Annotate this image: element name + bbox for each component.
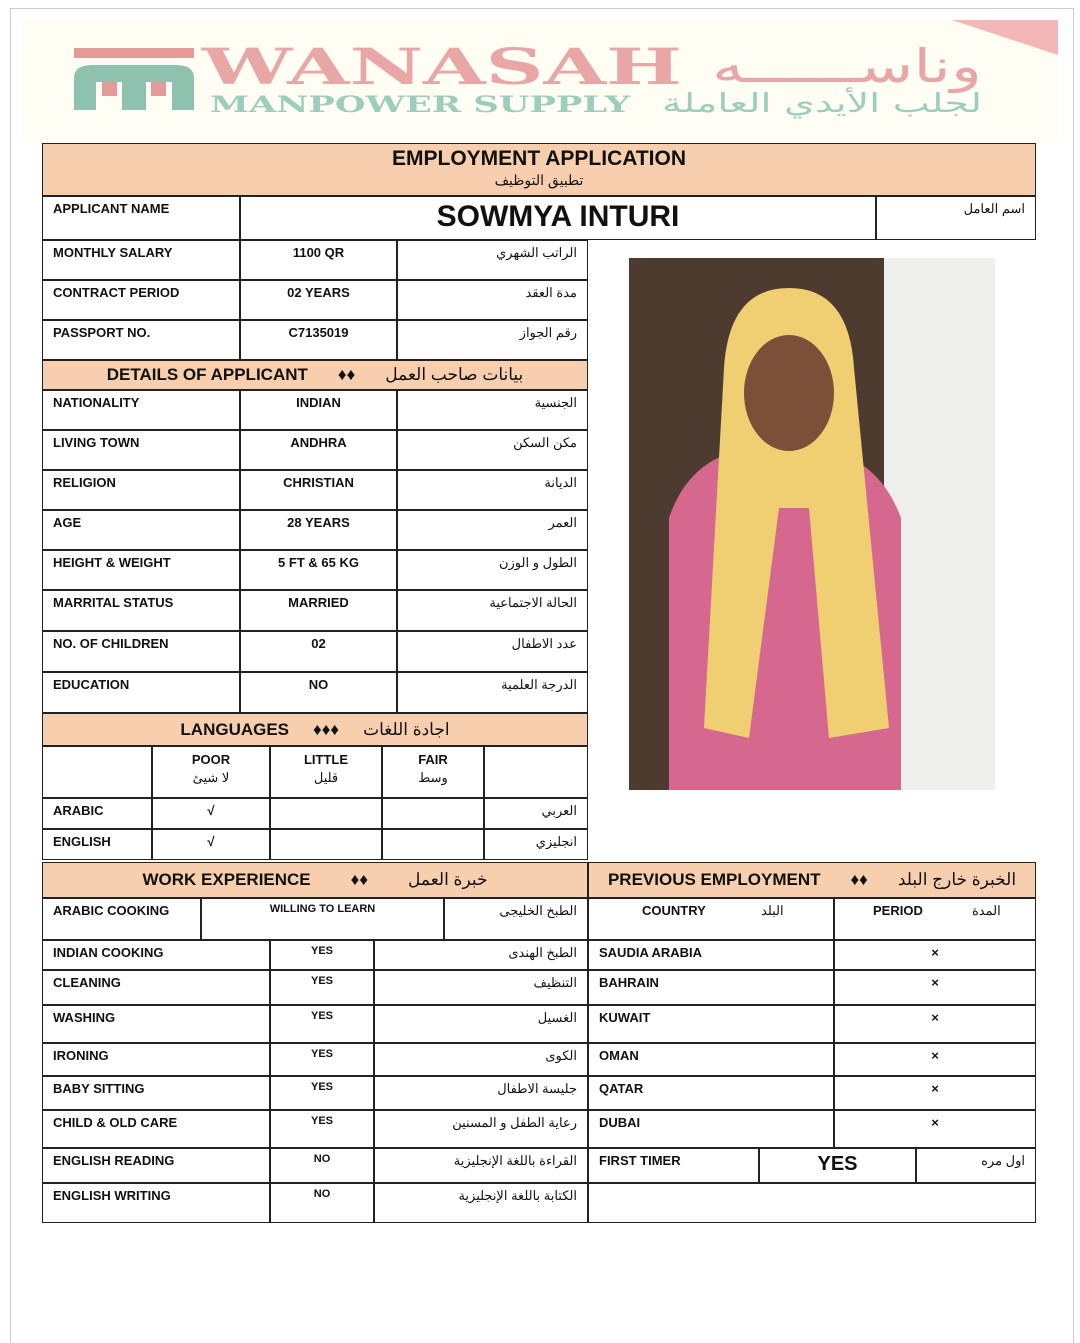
work-skill-label: WASHING (42, 1005, 270, 1043)
work-skill-label: INDIAN COOKING (42, 940, 270, 970)
work-experience-header (42, 862, 588, 898)
diamond-marks-icon: ♦♦ (850, 870, 868, 889)
field-value: NO (240, 672, 397, 713)
work-skill-label-ar: الكتابة باللغة الإنجليزية (374, 1183, 588, 1223)
field-label-ar: الراتب الشهري (397, 240, 588, 280)
work-skill-label-ar: الغسيل (374, 1005, 588, 1043)
work-skill-value: YES (270, 940, 374, 970)
country-column-header (588, 898, 834, 940)
company-logo (22, 20, 1058, 142)
svg-text:MANPOWER SUPPLY: MANPOWER SUPPLY (210, 92, 631, 118)
svg-text:لجلب الأيدي العاملة: لجلب الأيدي العاملة (662, 89, 873, 119)
section-title: DETAILS OF APPLICANT (106, 365, 308, 384)
field-label-ar: الطول و الوزن (397, 550, 588, 590)
previous-period: × (834, 1076, 1036, 1110)
work-skill-label: CLEANING (42, 970, 270, 1005)
applicant-name-value: SOWMYA INTURI (240, 196, 876, 240)
country-header: COUNTRY (642, 903, 706, 918)
work-skill-label: IRONING (42, 1043, 270, 1076)
work-skill-value: YES (270, 970, 374, 1005)
language-level-poor[interactable]: √ (152, 798, 270, 829)
work-skill-value: NO (270, 1148, 374, 1183)
diamond-marks-icon: ♦♦ (350, 870, 369, 889)
previous-period: × (834, 1005, 1036, 1043)
diamond-marks-icon: ♦♦♦ (313, 719, 340, 739)
language-level-poor[interactable]: √ (152, 829, 270, 860)
language-name-ar: العربي (484, 798, 588, 829)
field-value: ANDHRA (240, 430, 397, 470)
field-value: 5 FT & 65 KG (240, 550, 397, 590)
work-skill-label-ar: القراءة باللغة الإنجليزية (374, 1148, 588, 1183)
work-skill-label-ar: الطبخ الهندى (374, 940, 588, 970)
field-label-ar: الحالة الاجتماعية (397, 590, 588, 631)
work-skill-label-ar: الكوى (374, 1043, 588, 1076)
language-level-header (382, 746, 484, 798)
work-skill-label-ar: التنظيف (374, 970, 588, 1005)
applicant-name-label: APPLICANT NAME (42, 196, 240, 240)
first-timer-label-ar: اول مره (916, 1148, 1036, 1183)
field-label: RELIGION (42, 470, 240, 510)
period-header-ar: المدة (972, 903, 1001, 918)
section-title-ar: خبرة العمل (408, 870, 488, 889)
field-label-ar: الدرجة العلمية (397, 672, 588, 713)
field-label-ar: عدد الاطفال (397, 631, 588, 672)
field-label-ar: رقم الجواز (397, 320, 588, 360)
level-ar: قليل (313, 770, 339, 785)
previous-country: SAUDIA ARABIA (588, 940, 834, 970)
field-label: AGE (42, 510, 240, 550)
first-timer-value: YES (759, 1148, 916, 1183)
previous-period: × (834, 970, 1036, 1005)
work-skill-label: ENGLISH READING (42, 1148, 270, 1183)
work-skill-value: YES (270, 1005, 374, 1043)
form-title: EMPLOYMENT APPLICATION (392, 147, 686, 170)
work-skill-value: YES (270, 1110, 374, 1148)
language-name: ARABIC (42, 798, 152, 829)
applicant-name-label-ar: اسم العامل (876, 196, 1036, 240)
field-label: NO. OF CHILDREN (42, 631, 240, 672)
blank-cell (588, 1183, 1036, 1223)
previous-period: × (834, 940, 1036, 970)
language-level-fair[interactable] (382, 798, 484, 829)
field-label: NATIONALITY (42, 390, 240, 430)
language-corner (42, 746, 152, 798)
work-skill-label-ar: الطبخ الخليجى (444, 898, 588, 940)
field-value: CHRISTIAN (240, 470, 397, 510)
work-skill-value: WILLING TO LEARN (201, 898, 444, 940)
level-en: FAIR (418, 752, 448, 767)
field-value: INDIAN (240, 390, 397, 430)
field-value: 28 YEARS (240, 510, 397, 550)
previous-period: × (834, 1043, 1036, 1076)
work-skill-label: BABY SITTING (42, 1076, 270, 1110)
languages-header (42, 713, 588, 746)
previous-country: KUWAIT (588, 1005, 834, 1043)
field-label: PASSPORT NO. (42, 320, 240, 360)
work-skill-value: YES (270, 1076, 374, 1110)
field-label: CONTRACT PERIOD (42, 280, 240, 320)
svg-text:WANASAH: WANASAH (200, 37, 683, 96)
level-en: POOR (191, 752, 231, 767)
work-skill-label-ar: جليسة الاطفال (374, 1076, 588, 1110)
section-title-ar: بيانات صاحب العمل (385, 365, 524, 384)
field-label-ar: العمر (397, 510, 588, 550)
field-value: MARRIED (240, 590, 397, 631)
previous-country: DUBAI (588, 1110, 834, 1148)
field-label-ar: مدة العقد (397, 280, 588, 320)
level-en: LITTLE (303, 752, 349, 767)
field-value: 1100 QR (240, 240, 397, 280)
person-photo-icon (629, 258, 995, 790)
work-skill-value: NO (270, 1183, 374, 1223)
language-level-little[interactable] (270, 829, 382, 860)
form-title-ar: تطبيق التوظيف (494, 172, 584, 188)
title-header (42, 143, 1036, 196)
work-skill-value: YES (270, 1043, 374, 1076)
work-skill-label: ARABIC COOKING (42, 898, 201, 940)
section-title: WORK EXPERIENCE (142, 870, 311, 889)
work-skill-label-ar: رعاية الطفل و المسنين (374, 1110, 588, 1148)
level-ar: لا شيئ (192, 770, 230, 785)
previous-period: × (834, 1110, 1036, 1148)
language-name-ar: انجليزي (484, 829, 588, 860)
field-value: 02 YEARS (240, 280, 397, 320)
language-blank (484, 746, 588, 798)
language-level-little[interactable] (270, 798, 382, 829)
diamond-marks-icon: ♦♦ (337, 365, 356, 384)
details-header (42, 360, 588, 390)
previous-country: OMAN (588, 1043, 834, 1076)
language-level-fair[interactable] (382, 829, 484, 860)
language-level-header (270, 746, 382, 798)
field-label: HEIGHT & WEIGHT (42, 550, 240, 590)
field-label: MONTHLY SALARY (42, 240, 240, 280)
country-header-ar: البلد (761, 903, 784, 918)
language-name: ENGLISH (42, 829, 152, 860)
section-title-ar: اجادة اللغات (363, 719, 450, 739)
field-label: EDUCATION (42, 672, 240, 713)
field-label-ar: مكن السكن (397, 430, 588, 470)
field-label-ar: الجنسية (397, 390, 588, 430)
section-title: PREVIOUS EMPLOYMENT (607, 870, 821, 889)
previous-country: BAHRAIN (588, 970, 834, 1005)
applicant-photo (629, 258, 995, 790)
previous-country: QATAR (588, 1076, 834, 1110)
first-timer-label: FIRST TIMER (588, 1148, 759, 1183)
section-title-ar: الخبرة خارج البلد (897, 870, 1017, 889)
svg-text:وناســــــه: وناســــــه (712, 39, 906, 93)
period-column-header (834, 898, 1036, 940)
level-ar: وسط (418, 770, 448, 785)
section-title: LANGUAGES (180, 719, 290, 739)
field-label: MARRITAL STATUS (42, 590, 240, 631)
period-header: PERIOD (873, 903, 923, 918)
language-level-header (152, 746, 270, 798)
wanasah-logo-icon (22, 20, 1058, 142)
field-label: LIVING TOWN (42, 430, 240, 470)
field-value: C7135019 (240, 320, 397, 360)
work-skill-label: ENGLISH WRITING (42, 1183, 270, 1223)
previous-employment-header (588, 862, 1036, 898)
work-skill-label: CHILD & OLD CARE (42, 1110, 270, 1148)
field-value: 02 (240, 631, 397, 672)
field-label-ar: الديانة (397, 470, 588, 510)
